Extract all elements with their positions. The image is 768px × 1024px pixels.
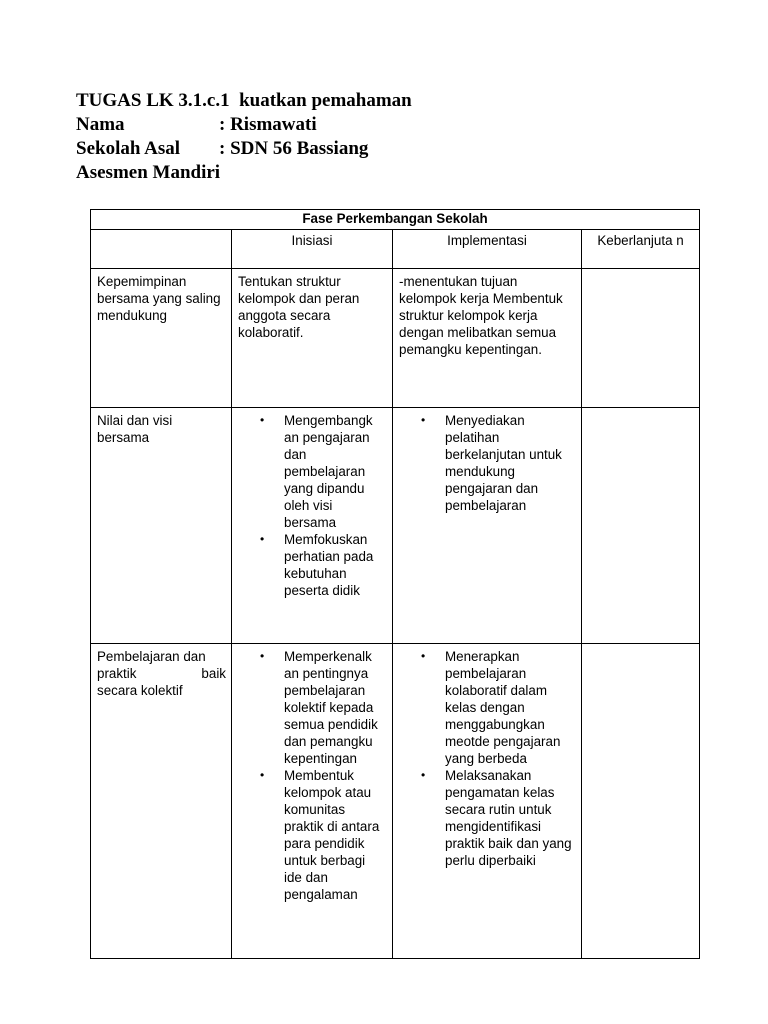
keberlanjutan-cell	[582, 408, 700, 644]
asesmen-label: Asesmen Mandiri	[76, 162, 221, 183]
sekolah-line	[76, 137, 412, 161]
list-item: • Memperkenalk an pentingnya pembelajaran kolektif kepada semua pendidik dan pemangku kepentingan	[284, 648, 386, 767]
implementasi-cell	[393, 644, 582, 959]
sekolah-label: Sekolah Asal	[76, 138, 181, 159]
column-header-row	[91, 230, 700, 269]
inisiasi-list	[238, 412, 386, 599]
aspect-cell	[91, 644, 232, 959]
phase-title: Fase Perkembangan Sekolah	[91, 210, 700, 230]
phase-title-row	[91, 210, 700, 230]
keberlanjutan-cell	[582, 269, 700, 408]
nama-value: : Rismawati	[219, 114, 317, 135]
aspect-cell: Nilai dan visi bersama	[91, 408, 232, 644]
phase-table	[90, 209, 700, 959]
nama-label: Nama	[76, 114, 125, 135]
list-item: • Menerapkan pembelajaran kolaboratif dalam kelas dengan menggabungkan meotde pengajaran yang berbeda	[445, 648, 575, 767]
sekolah-value: : SDN 56 Bassiang	[219, 138, 369, 159]
column-header-keberlanjutan: Keberlanjuta n	[582, 230, 700, 269]
aspect-line: secara kolektif	[97, 683, 183, 698]
nama-line	[76, 113, 412, 137]
list-item: • Mengembangk an pengajaran dan pembelajaran yang dipandu oleh visi bersama	[284, 412, 386, 531]
implementasi-list	[399, 648, 575, 869]
list-item: • Melaksanakan pengamatan kelas secara rutin untuk mengidentifikasi praktik baik dan yang perlu diperbaiki	[445, 767, 575, 869]
implementasi-cell: -menentukan tujuan kelompok kerja Membentuk struktur kelompok kerja dengan melibatkan semua pemangku kepentingan.	[393, 269, 582, 408]
aspect-cell: Kepemimpinan bersama yang saling mendukung	[91, 269, 232, 408]
implementasi-cell	[393, 408, 582, 644]
list-item: • Menyediakan pelatihan berkelanjutan untuk mendukung pengajaran dan pembelajaran	[445, 412, 575, 514]
table-row	[91, 269, 700, 408]
inisiasi-cell: Tentukan struktur kelompok dan peran anggota secara kolaboratif.	[232, 269, 393, 408]
list-item: • Memfokuskan perhatian pada kebutuhan peserta didik	[284, 531, 386, 599]
aspect-line: Pembelajaran dan	[97, 649, 206, 664]
aspect-line	[97, 665, 226, 682]
table-row	[91, 408, 700, 644]
document-title: TUGAS LK 3.1.c.1 kuatkan pemahaman	[76, 90, 412, 111]
keberlanjutan-cell	[582, 644, 700, 959]
inisiasi-list	[238, 648, 386, 903]
table-row	[91, 644, 700, 959]
aspect-word: baik	[201, 666, 226, 681]
inisiasi-cell	[232, 644, 393, 959]
list-item: • Membentuk kelompok atau komunitas praktik di antara para pendidik untuk berbagi ide dan pengalaman	[284, 767, 386, 903]
implementasi-list	[399, 412, 575, 514]
inisiasi-cell	[232, 408, 393, 644]
aspect-word: praktik	[97, 666, 137, 681]
document-header	[76, 89, 412, 185]
column-header-inisiasi: Inisiasi	[232, 230, 393, 269]
column-header-aspect	[91, 230, 232, 269]
column-header-implementasi: Implementasi	[393, 230, 582, 269]
